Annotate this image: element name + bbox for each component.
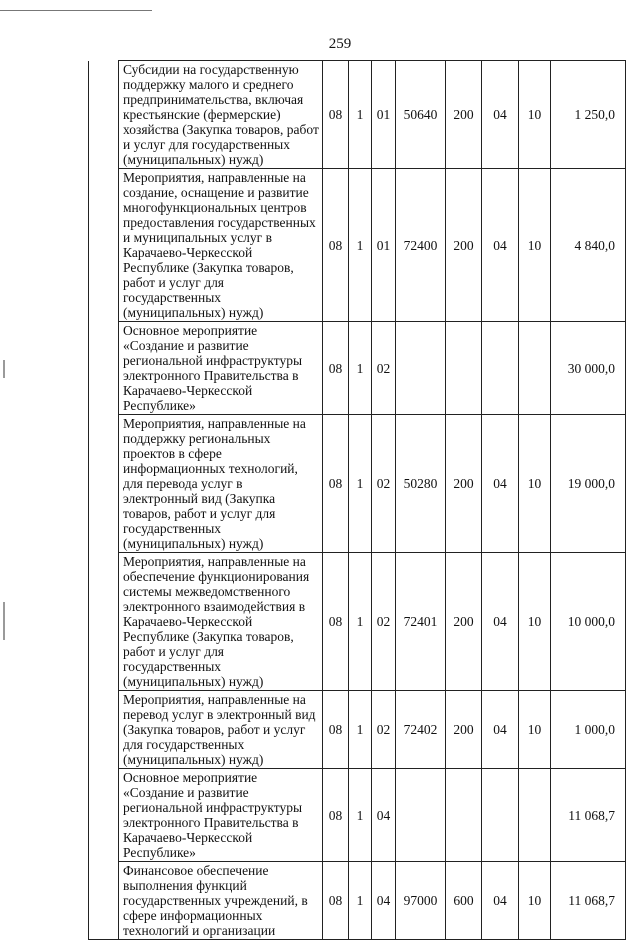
code-cell: 10 (519, 553, 551, 691)
code-cell: 200 (446, 415, 482, 553)
code-cell: 02 (372, 691, 396, 769)
description-cell: Мероприятия, направленные на создание, оснащение и развитие многофункциональных центров предоставления государственных и муниципальных услуг в Карачаево-Черкесской Республике (Закупка товаров, работ и услуг для государственных (муниципальных) нужд) (119, 169, 323, 322)
code-cell: 08 (323, 553, 349, 691)
page-number: 259 (328, 36, 352, 52)
code-cell: 50280 (396, 415, 446, 553)
code-cell: 10 (519, 415, 551, 553)
number-cell (89, 61, 119, 169)
table-row (89, 322, 626, 415)
description-cell: Субсидии на государственную поддержку малого и среднего предпринимательства, включая крестьянские (фермерские) хозяйства (Закупка товаров, работ и услуг для государственных (муниципальных) нужд) (119, 61, 323, 169)
code-cell: 08 (323, 415, 349, 553)
table-row (89, 862, 626, 940)
code-cell: 04 (482, 553, 519, 691)
number-cell (89, 415, 119, 553)
code-cell: 50640 (396, 61, 446, 169)
code-cell: 01 (372, 61, 396, 169)
code-cell: 200 (446, 691, 482, 769)
table-row (89, 553, 626, 691)
header-rule (0, 10, 152, 11)
code-cell: 04 (372, 769, 396, 862)
code-cell: 10 (519, 169, 551, 322)
description-cell: Финансовое обеспечение выполнения функций государственных учреждений, в сфере информационных технологий и организации (119, 862, 323, 940)
code-cell: 200 (446, 61, 482, 169)
table-row (89, 769, 626, 862)
code-cell: 1 (349, 691, 372, 769)
code-cell: 08 (323, 769, 349, 862)
amount-cell: 11 068,7 (551, 769, 626, 862)
amount-cell: 10 000,0 (551, 553, 626, 691)
amount-cell: 4 840,0 (551, 169, 626, 322)
number-cell (89, 553, 119, 691)
code-cell: 08 (323, 169, 349, 322)
code-cell: 1 (349, 769, 372, 862)
amount-cell: 1 000,0 (551, 691, 626, 769)
code-cell: 04 (482, 862, 519, 940)
code-cell: 1 (349, 415, 372, 553)
code-cell: 04 (482, 415, 519, 553)
number-cell (89, 769, 119, 862)
code-cell: 04 (482, 169, 519, 322)
code-cell: 1 (349, 322, 372, 415)
code-cell: 200 (446, 553, 482, 691)
code-cell: 10 (519, 691, 551, 769)
amount-cell: 19 000,0 (551, 415, 626, 553)
code-cell (396, 322, 446, 415)
code-cell: 1 (349, 61, 372, 169)
number-cell (89, 691, 119, 769)
code-cell (446, 769, 482, 862)
code-cell: 04 (482, 61, 519, 169)
table-row (89, 691, 626, 769)
code-cell: 97000 (396, 862, 446, 940)
amount-cell: 30 000,0 (551, 322, 626, 415)
code-cell: 02 (372, 553, 396, 691)
amount-cell: 11 068,7 (551, 862, 626, 940)
number-cell (89, 862, 119, 940)
code-cell: 02 (372, 322, 396, 415)
code-cell (482, 322, 519, 415)
code-cell: 1 (349, 553, 372, 691)
amount-cell: 1 250,0 (551, 61, 626, 169)
description-cell: Мероприятия, направленные на обеспечение функционирования системы межведомственного электронного взаимодействия в Карачаево-Черкесской Республике (Закупка товаров, работ и услуг для государственных (муниципальных) нужд) (119, 553, 323, 691)
code-cell: 600 (446, 862, 482, 940)
code-cell: 08 (323, 61, 349, 169)
description-cell: Основное мероприятие «Создание и развитие региональной инфраструктуры электронного Правительства в Карачаево-Черкесской Республике» (119, 322, 323, 415)
description-cell: Основное мероприятие «Создание и развитие региональной инфраструктуры электронного Правительства в Карачаево-Черкесской Республике» (119, 769, 323, 862)
code-cell: 10 (519, 862, 551, 940)
code-cell: 10 (519, 61, 551, 169)
code-cell: 01 (372, 169, 396, 322)
code-cell: 04 (372, 862, 396, 940)
scan-mark (3, 602, 5, 640)
code-cell: 200 (446, 169, 482, 322)
code-cell: 08 (323, 691, 349, 769)
code-cell: 1 (349, 862, 372, 940)
code-cell: 1 (349, 169, 372, 322)
code-cell: 72400 (396, 169, 446, 322)
code-cell: 04 (482, 691, 519, 769)
number-cell (89, 322, 119, 415)
code-cell: 72402 (396, 691, 446, 769)
description-cell: Мероприятия, направленные на перевод услуг в электронный вид (Закупка товаров, работ и услуг для государственных (муниципальных) нужд) (119, 691, 323, 769)
code-cell: 08 (323, 322, 349, 415)
description-cell: Мероприятия, направленные на поддержку региональных проектов в сфере информационных технологий, для перевода услуг в электронный вид (Закупка товаров, работ и услуг для государственных (муниципальных) нужд) (119, 415, 323, 553)
table-row (89, 169, 626, 322)
code-cell (396, 769, 446, 862)
code-cell: 08 (323, 862, 349, 940)
code-cell (519, 769, 551, 862)
code-cell (519, 322, 551, 415)
number-cell (89, 169, 119, 322)
code-cell: 02 (372, 415, 396, 553)
scan-mark (3, 360, 5, 378)
code-cell: 72401 (396, 553, 446, 691)
code-cell (446, 322, 482, 415)
table-row (89, 415, 626, 553)
budget-table (88, 60, 626, 940)
table-row (89, 61, 626, 169)
code-cell (482, 769, 519, 862)
budget-table-container (88, 60, 625, 940)
